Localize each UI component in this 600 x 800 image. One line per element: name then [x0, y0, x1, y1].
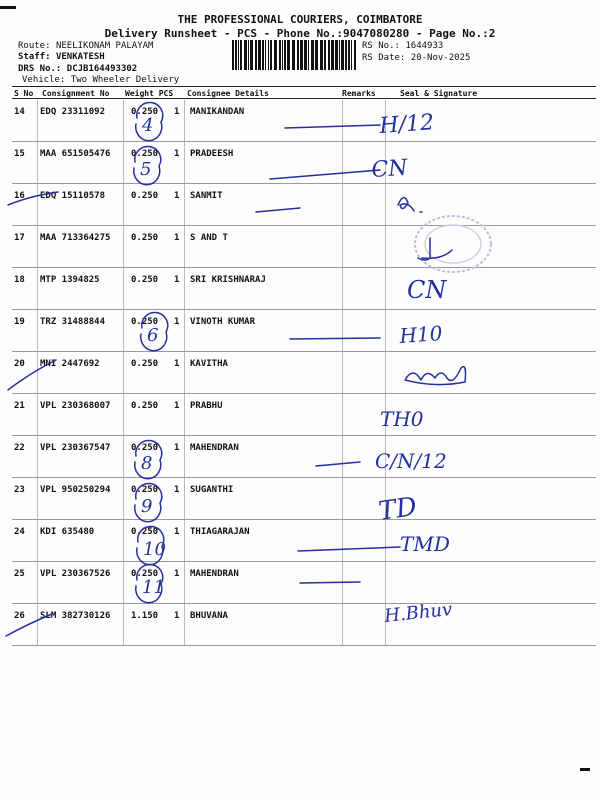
row-consignment: KDI 635480: [40, 527, 95, 537]
row-pcs: 1: [174, 233, 180, 243]
col-head-remarks: Remarks: [342, 89, 376, 98]
row-consignee: SUGANTHI: [190, 485, 234, 495]
row-weight: 0.250: [131, 527, 159, 537]
runsheet-title: Delivery Runsheet - PCS - Phone No.:9047080280 - Page No.:2: [104, 27, 496, 40]
circled-number: 5: [140, 159, 152, 180]
rs-date-value: 20-Nov-2025: [410, 53, 471, 63]
vehicle-value: Two Wheeler Delivery: [70, 75, 180, 85]
col-head-consignment: Consignment No: [42, 89, 110, 98]
row-consignee: VINOTH KUMAR: [190, 317, 256, 327]
signature-scribble: [398, 197, 422, 212]
row-consignment: MTP 1394825: [40, 275, 100, 285]
row-consignment: VPL 950250294: [40, 485, 111, 495]
signature: TH0: [380, 407, 424, 431]
row-sno: 22: [14, 443, 25, 453]
row-consignment: SLM 382730126: [40, 611, 111, 621]
delivery-line: [285, 125, 380, 128]
row-consignee: THIAGARAJAN: [190, 527, 250, 537]
col-head-consignee: Consignee Details: [187, 89, 269, 98]
row-pcs: 1: [174, 359, 180, 369]
rs-date-line: RS Date: 20-Nov-2025: [362, 53, 471, 63]
row-consignment: EDQ 23311092: [40, 107, 106, 117]
row-sno: 17: [14, 233, 25, 243]
row-consignment: VPL 230368007: [40, 401, 111, 411]
row-weight: 0.250: [131, 191, 159, 201]
row-sno: 18: [14, 275, 25, 285]
row-weight: 0.250: [131, 401, 159, 411]
signature-scribble: [418, 238, 452, 260]
row-weight: 0.250: [131, 569, 159, 579]
row-consignment: MAA 713364275: [40, 233, 111, 243]
circled-number: 10: [143, 539, 166, 560]
row-sno: 25: [14, 569, 25, 579]
row-sno: 21: [14, 401, 25, 411]
row-sno: 20: [14, 359, 25, 369]
drs-line: DRS No.: DCJB164493302: [18, 64, 138, 74]
signature: C/N/12: [375, 449, 447, 473]
row-weight: 0.250: [131, 443, 159, 453]
row-consignee: SRI KRISHNARAJ: [190, 275, 266, 285]
row-weight: 0.250: [131, 317, 159, 327]
row-pcs: 1: [174, 611, 180, 621]
delivery-line: [270, 170, 380, 179]
row-sno: 23: [14, 485, 25, 495]
row-sno: 24: [14, 527, 25, 537]
delivery-line: [300, 582, 360, 583]
row-weight: 0.250: [131, 149, 159, 159]
circled-number: 11: [142, 577, 165, 598]
row-consignment: MNI 2447692: [40, 359, 100, 369]
row-pcs: 1: [174, 317, 180, 327]
rs-no-line: RS No.: 1644933: [362, 41, 444, 51]
delivery-line: [290, 338, 380, 339]
staff-line: Staff: VENKATESH: [18, 52, 105, 62]
row-consignee: BHUVANA: [190, 611, 228, 621]
row-consignment: MAA 651505476: [40, 149, 111, 159]
row-pcs: 1: [174, 443, 180, 453]
row-consignee: PRABHU: [190, 401, 223, 411]
drs-value: DCJB164493302: [66, 64, 138, 74]
row-pcs: 1: [174, 275, 180, 285]
strike-mark: [8, 360, 56, 390]
circled-number: 9: [141, 496, 153, 517]
row-consignee: MANIKANDAN: [190, 107, 245, 117]
signature: H.Bhuv: [383, 598, 454, 627]
col-head-seal: Seal & Signature: [400, 89, 478, 98]
row-consignee: MAHENDRAN: [190, 443, 239, 453]
signature: TMD: [400, 532, 450, 556]
row-sno: 26: [14, 611, 25, 621]
circled-number: 8: [141, 453, 153, 474]
row-weight: 0.250: [131, 485, 159, 495]
row-weight: 0.250: [131, 275, 159, 285]
row-consignee: S AND T: [190, 233, 228, 243]
row-pcs: 1: [174, 401, 180, 411]
strike-mark: [6, 614, 52, 636]
row-weight: 0.250: [131, 233, 159, 243]
row-weight: 0.250: [131, 107, 159, 117]
row-pcs: 1: [174, 107, 180, 117]
signature: H/12: [378, 110, 435, 139]
row-consignment: EDQ 15110578: [40, 191, 106, 201]
row-pcs: 1: [174, 149, 180, 159]
row-weight: 1.150: [131, 611, 159, 621]
signature: H10: [398, 321, 444, 348]
row-sno: 16: [14, 191, 25, 201]
col-head-sno: S No: [14, 89, 34, 98]
vehicle-line: Vehicle: Two Wheeler Delivery: [22, 75, 180, 85]
row-pcs: 1: [174, 485, 180, 495]
row-consignee: PRADEESH: [190, 149, 234, 159]
row-pcs: 1: [174, 527, 180, 537]
delivery-line: [298, 547, 400, 551]
route-value: NEELIKONAM PALAYAM: [55, 41, 154, 51]
row-consignment: VPL 230367526: [40, 569, 111, 579]
circled-number: 4: [142, 115, 154, 136]
row-sno: 19: [14, 317, 25, 327]
row-sno: 15: [14, 149, 25, 159]
row-weight: 0.250: [131, 359, 159, 369]
row-pcs: 1: [174, 191, 180, 201]
delivery-line: [316, 462, 360, 466]
row-consignment: VPL 230367547: [40, 443, 111, 453]
row-consignment: TRZ 31488844: [40, 317, 106, 327]
signature: CN: [370, 155, 409, 183]
company-title: THE PROFESSIONAL COURIERS, COIMBATORE: [177, 13, 423, 26]
col-head-weight-pcs: Weight PCS: [125, 89, 174, 98]
delivery-line: [256, 208, 300, 212]
row-consignee: SANMIT: [190, 191, 223, 201]
row-consignee: MAHENDRAN: [190, 569, 239, 579]
staff-value: VENKATESH: [55, 52, 105, 62]
signature-scribble: [405, 367, 466, 385]
strike-mark: [8, 192, 58, 205]
signature: TD: [376, 491, 419, 527]
circled-number: 6: [147, 325, 159, 346]
rs-no-value: 1644933: [405, 41, 444, 51]
row-pcs: 1: [174, 569, 180, 579]
row-sno: 14: [14, 107, 25, 117]
row-consignee: KAVITHA: [190, 359, 228, 369]
signature: CN: [407, 276, 447, 304]
route-line: Route: NEELIKONAM PALAYAM: [18, 41, 154, 51]
